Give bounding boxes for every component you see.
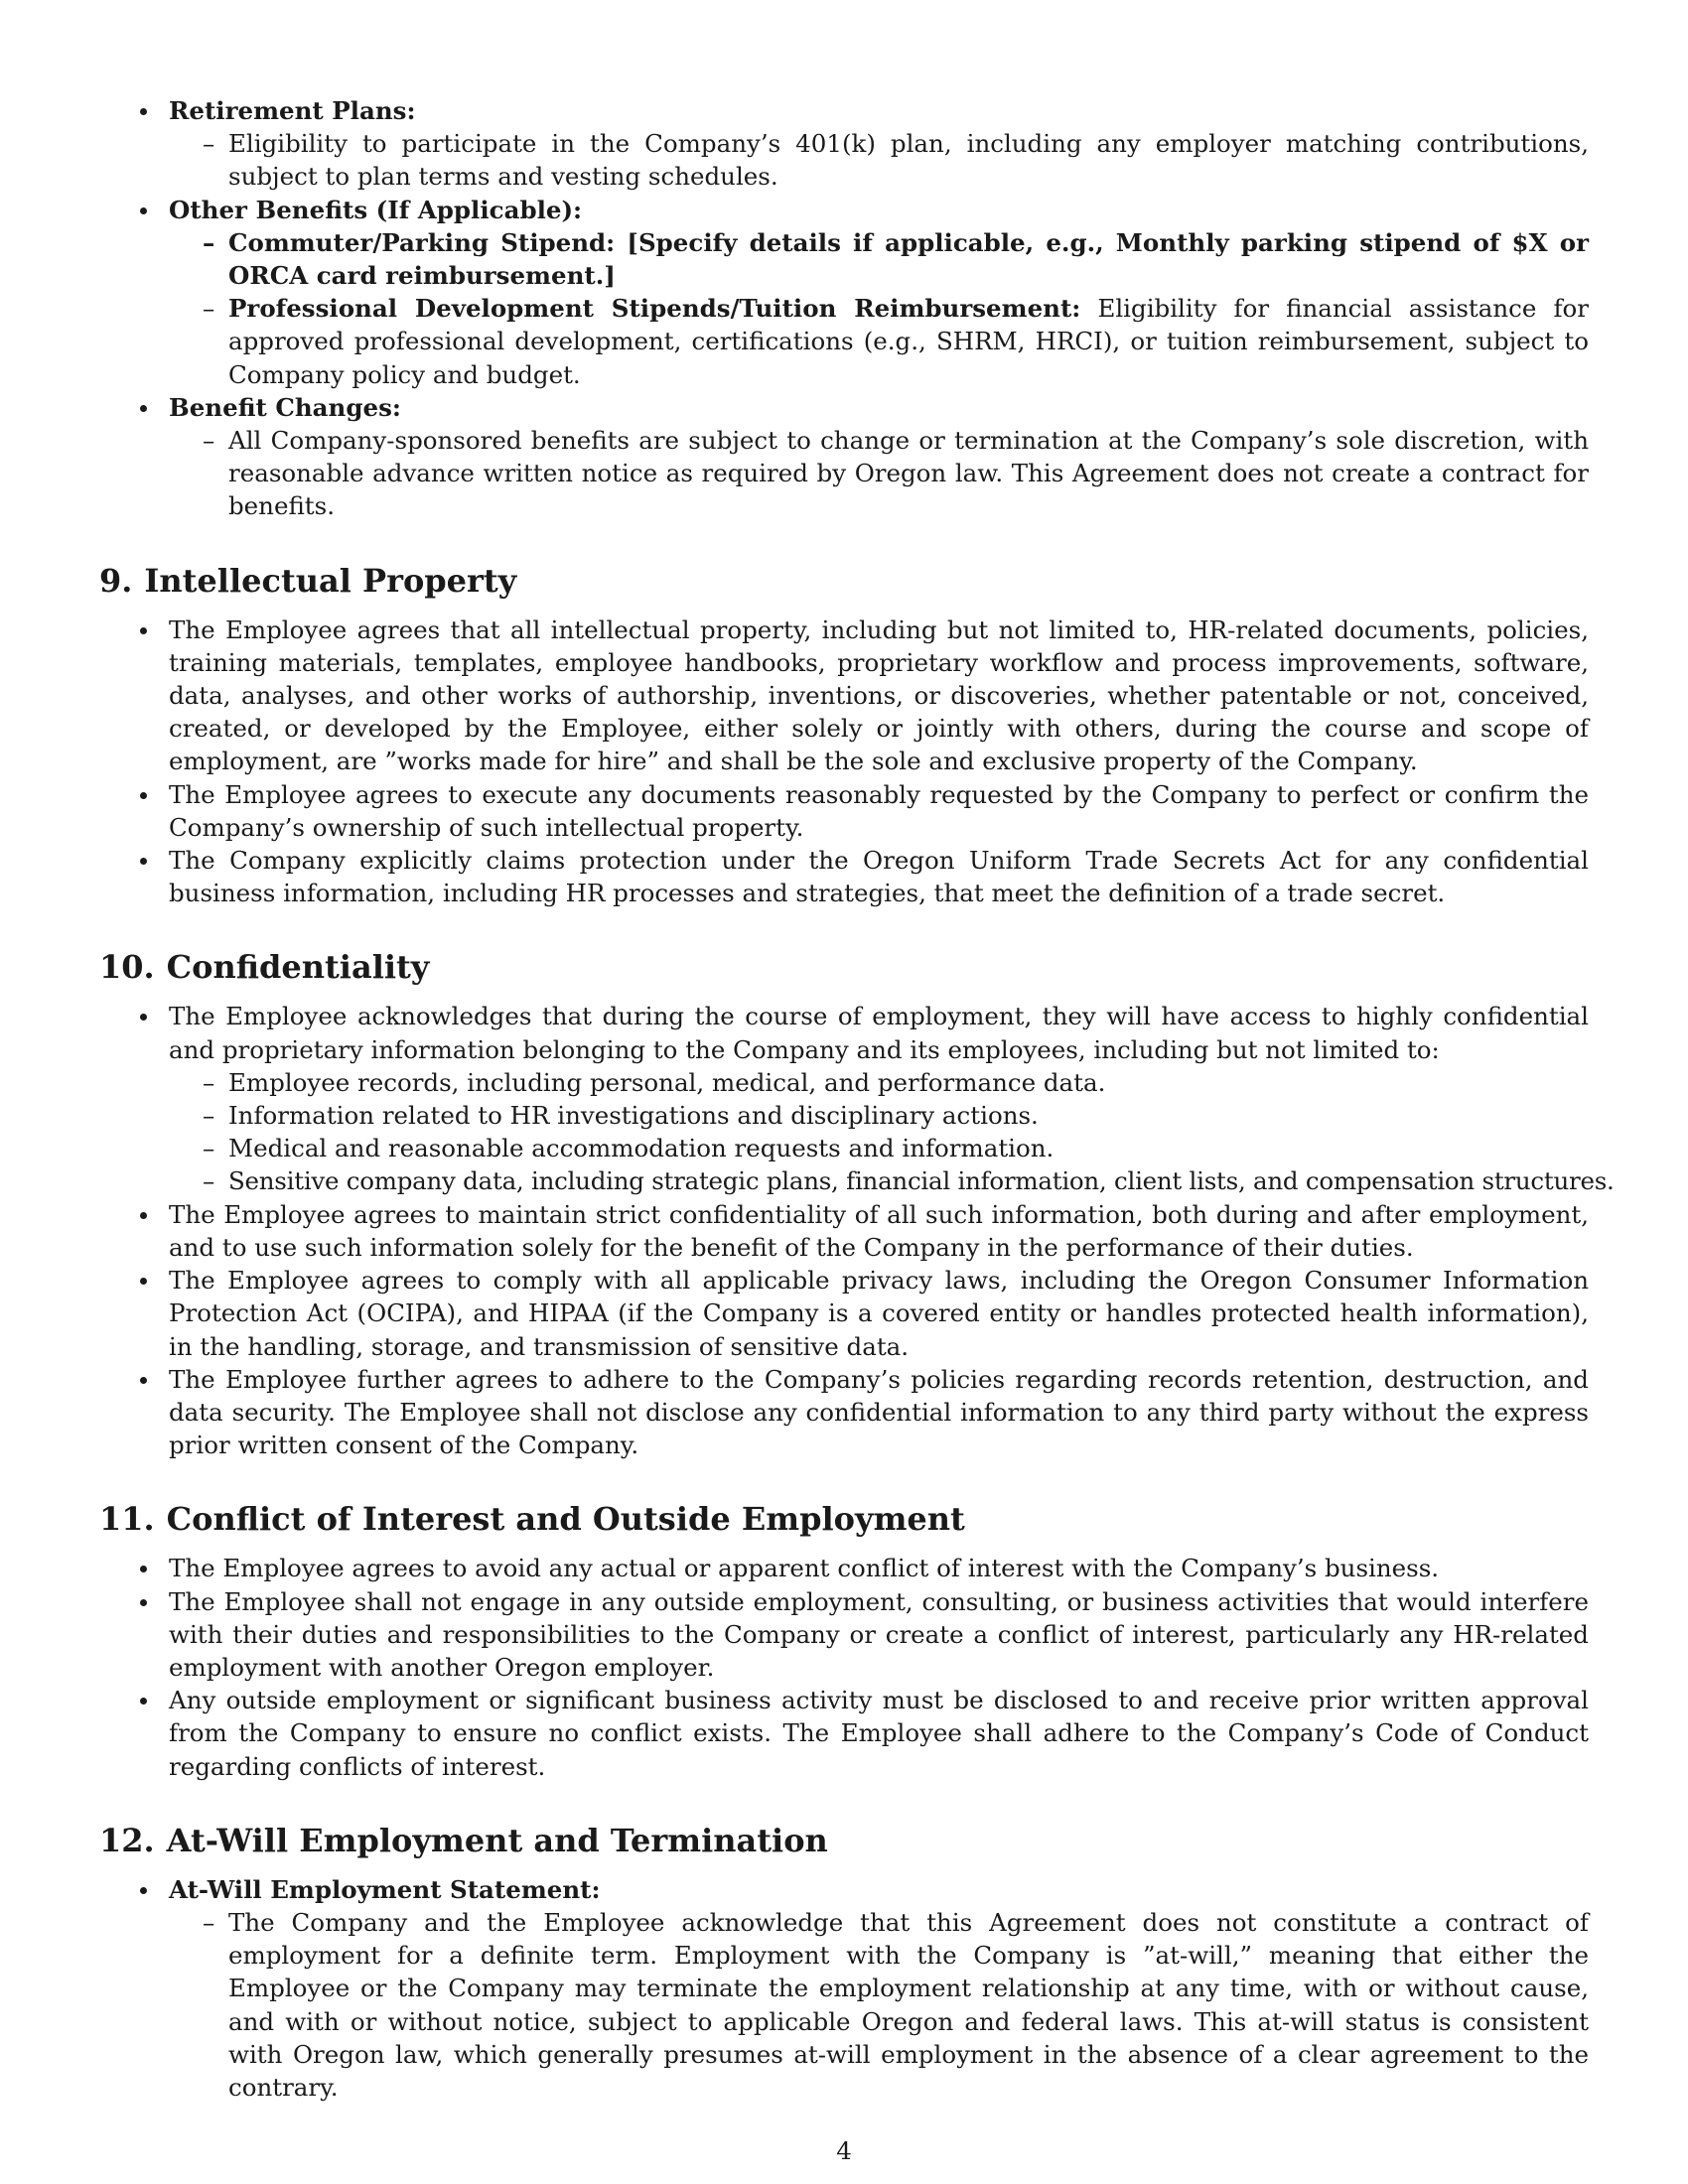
professional-development-text: Eligibility for financial assistance for approved professional development, certifications (e.g., SHRM, HRCI), or tuition reimbursement, subject to Company policy and budget.	[228, 294, 1589, 389]
list-item: The Employee further agrees to adhere to the Company’s policies regarding records retention, destruction, and data security. The Employee shall not disclose any confidential information to any third party without the express prior written consent of the Company.	[99, 1363, 1589, 1462]
list-item	[99, 1000, 1615, 1197]
list-item-text: The Employee acknowledges that during the course of employment, they will have access to highly confidential and proprietary information belonging to the Company and its employees, including but not limited to:	[169, 1002, 1589, 1064]
sub-list	[169, 1906, 1589, 2104]
sub-list	[169, 424, 1589, 523]
list-item	[99, 194, 1589, 391]
sub-list	[169, 1066, 1615, 1198]
list-item: The Employee agrees that all intellectual property, including but not limited to, HR-related documents, policies, training materials, templates, employee handbooks, proprietary workflow and process improvements, software, data, analyses, and other works of authorship, inventions, or discoveries, whether patentable or not, conceived, created, or developed by the Employee, either solely or jointly with others, during the course and scope of employment, are ”works made for hire” and shall be the sole and exclusive property of the Company.	[99, 614, 1589, 778]
list-item: Any outside employment or significant business activity must be disclosed to and receive prior written approval from the Company to ensure no conflict exists. The Employee shall adhere to the Company’s Code of Conduct regarding conflicts of interest.	[99, 1684, 1589, 1783]
sub-list-item: – Medical and reasonable accommodation requests and information.	[169, 1132, 1589, 1164]
document-page	[99, 94, 1615, 2104]
sub-list-item: – Information related to HR investigations and disciplinary actions.	[169, 1099, 1589, 1132]
section-title: Conflict of Interest and Outside Employment	[166, 1500, 965, 1539]
section-number: 12.	[99, 1821, 155, 1859]
section-11-heading	[99, 1499, 1589, 1539]
list-item: The Employee agrees to comply with all applicable privacy laws, including the Oregon Consumer Information Protection Act (OCIPA), and HIPAA (if the Company is a covered entity or handles protected health information), in the handling, storage, and transmission of sensitive data.	[99, 1264, 1589, 1363]
sub-list-item: – Eligibility to participate in the Company’s 401(k) plan, including any employer matching contributions, subject to plan terms and vesting schedules.	[169, 127, 1589, 193]
section-9-heading	[99, 561, 1589, 601]
sub-list-item: – Sensitive company data, including strategic plans, financial information, client lists, and compensation structures.	[169, 1164, 1589, 1197]
list-item	[99, 1873, 1589, 2104]
section-title: At-Will Employment and Termination	[166, 1821, 828, 1859]
sub-list	[169, 127, 1589, 193]
list-item	[99, 94, 1589, 194]
list-item: The Employee agrees to avoid any actual or apparent conflict of interest with the Company’s business.	[99, 1552, 1589, 1584]
page-number: 4	[836, 2136, 852, 2165]
section-12-heading	[99, 1821, 1589, 1860]
section-12-list	[99, 1873, 1589, 2104]
section-number: 10.	[99, 948, 155, 987]
list-item: The Employee agrees to maintain strict confidentiality of all such information, both during and after employment, and to use such information solely for the benefit of the Company in the performance of their duties.	[99, 1198, 1589, 1264]
benefits-list	[99, 94, 1589, 523]
list-item: The Employee shall not engage in any outside employment, consulting, or business activities that would interfere with their duties and responsibilities to the Company or create a conflict of interest, particularly any HR-related employment with another Oregon employer.	[99, 1585, 1589, 1685]
section-10-heading	[99, 947, 1589, 987]
section-9-list	[99, 614, 1589, 910]
section-11-list	[99, 1552, 1589, 1782]
sub-list-item: – Employee records, including personal, medical, and performance data.	[169, 1066, 1589, 1099]
section-10-list	[99, 1000, 1615, 1461]
commuter-stipend-item: – Commuter/Parking Stipend: [Specify details if applicable, e.g., Monthly parking stipend of $X or ORCA card reimbursement.]	[169, 226, 1589, 292]
at-will-statement-heading: At-Will Employment Statement:	[169, 1874, 601, 1904]
section-number: 11.	[99, 1500, 155, 1539]
sub-list	[169, 226, 1589, 391]
sub-list-item: – All Company-sponsored benefits are subject to change or termination at the Company’s sole discretion, with reasonable advance written notice as required by Oregon law. This Agreement does not create a contract for benefits.	[169, 424, 1589, 523]
section-number: 9.	[99, 561, 133, 600]
sub-list-item: – The Company and the Employee acknowledge that this Agreement does not constitute a contract of employment for a definite term. Employment with the Company is ”at-will,” meaning that either the Employee or the Company may terminate the employment relationship at any time, with or without cause, and with or without notice, subject to applicable Oregon and federal laws. This at-will status is consistent with Oregon law, which generally presumes at-will employment in the absence of a clear agreement to the contrary.	[169, 1906, 1589, 2104]
professional-development-label: Professional Development Stipends/Tuition Reimbursement:	[228, 294, 1081, 324]
section-title: Intellectual Property	[144, 561, 517, 600]
list-item: The Company explicitly claims protection under the Oregon Uniform Trade Secrets Act for any confidential business information, including HR processes and strategies, that meet the definition of a trade secret.	[99, 844, 1589, 909]
professional-development-item	[169, 292, 1589, 391]
list-item	[99, 391, 1589, 523]
section-title: Confidentiality	[166, 948, 430, 987]
list-item: The Employee agrees to execute any documents reasonably requested by the Company to perfect or confirm the Company’s ownership of such intellectual property.	[99, 778, 1589, 844]
other-benefits-heading: Other Benefits (If Applicable):	[169, 195, 583, 224]
retirement-plans-heading: Retirement Plans:	[169, 96, 416, 125]
benefit-changes-heading: Benefit Changes:	[169, 392, 401, 422]
